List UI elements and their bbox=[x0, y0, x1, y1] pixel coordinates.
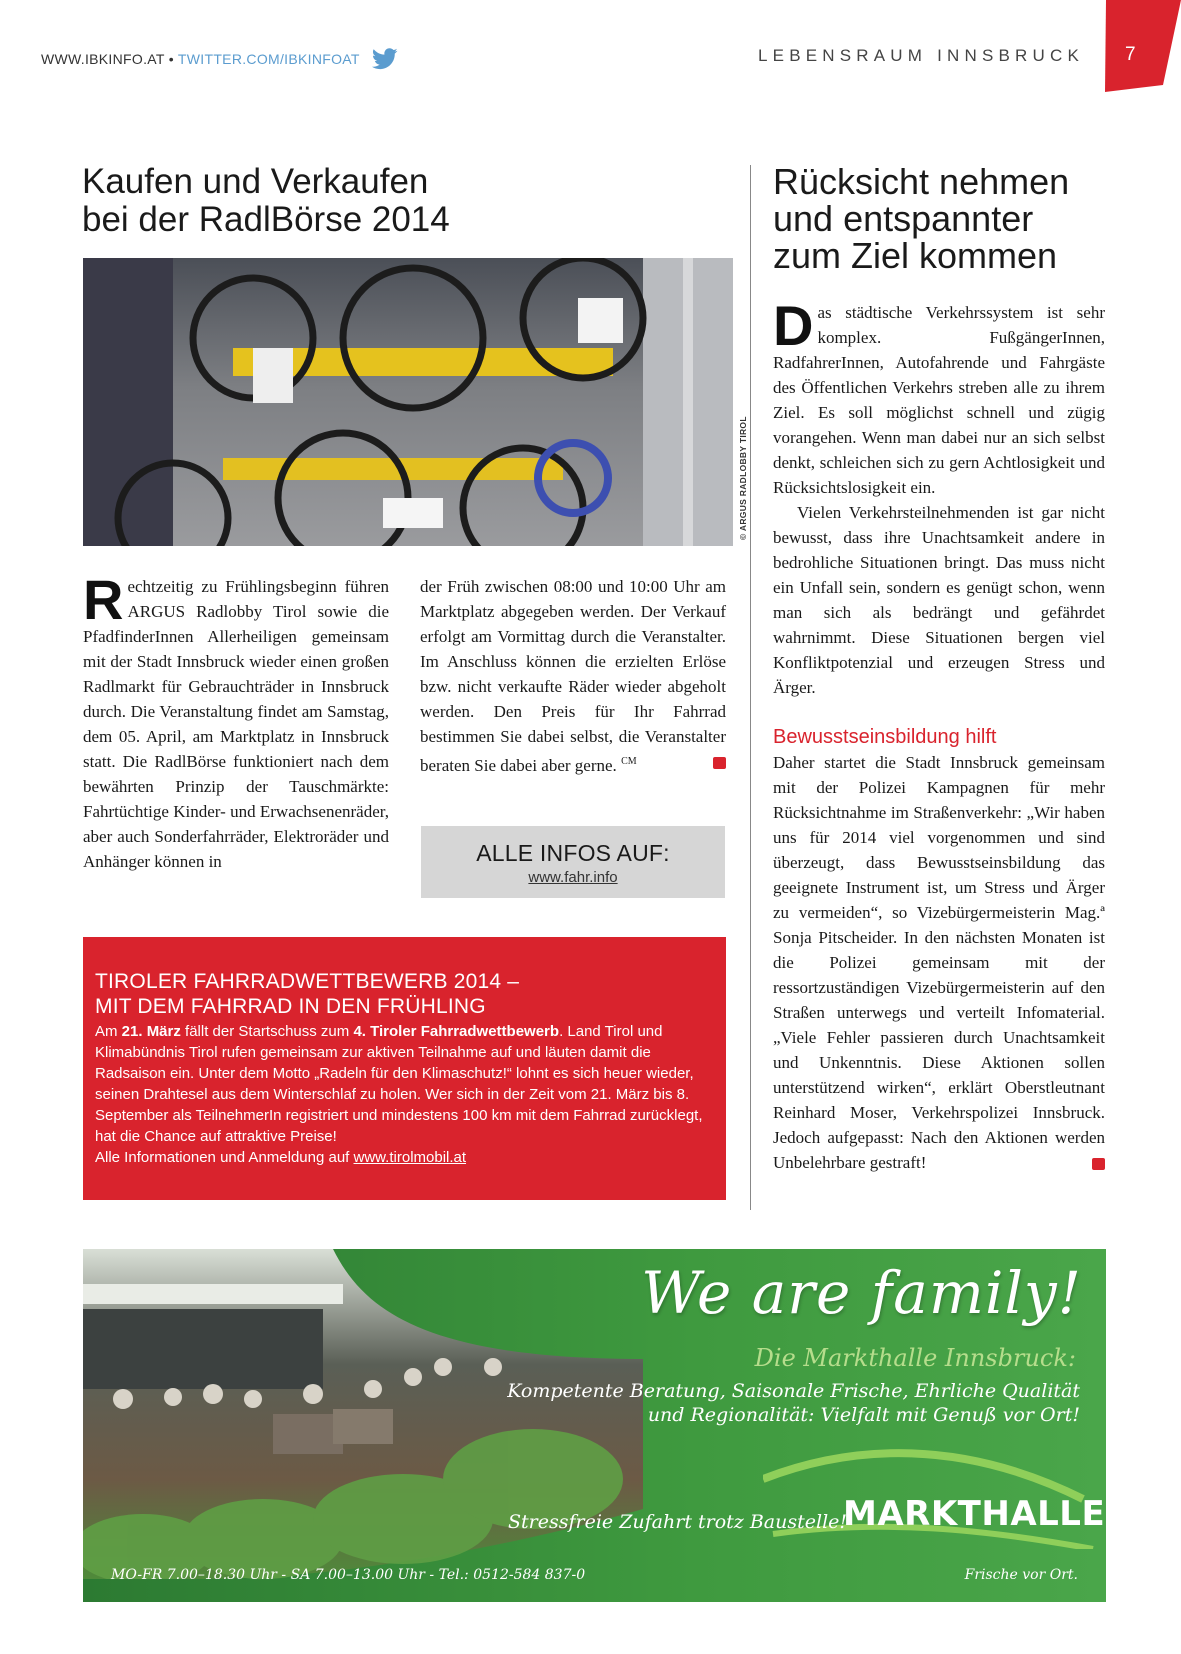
bicycles-photo bbox=[83, 258, 733, 546]
bicycles-illustration bbox=[83, 258, 733, 546]
info-link[interactable]: www.fahr.info bbox=[528, 869, 618, 886]
left-article-title bbox=[82, 163, 450, 239]
left-article-column-2 bbox=[420, 574, 726, 778]
header-links bbox=[41, 48, 398, 70]
markthalle-logo: MARKTHALLE bbox=[843, 1494, 1106, 1534]
paragraph: echtzeitig zu Frühlingsbeginn führen ARGUS Radlobby Tirol sowie die PfadfinderInnen Allerheiligen gemeinsam mit der Stadt Innsbruck wieder einen großen Radlmarkt für Gebrauchträder in Innsbruck durch. Die Veranstaltung findet am Samstag, dem 05. April, am Marktplatz in Innsbruck statt. Die RadlBörse funktioniert nach dem bewährten Prinzip der Tauschmärkte: Fahrtüchtige Kinder- und Erwachsenenräder, aber auch Sonderfahrräder, Elektroräder und Anhänger können in bbox=[83, 577, 389, 871]
tirolmobil-link[interactable]: www.tirolmobil.at bbox=[353, 1149, 467, 1166]
paragraph: Vielen Verkehrsteilnehmenden ist gar nicht bewusst, dass ihre Unachtsamkeit andere in bedrohliche Situationen bringt. Das muss nicht ein Unfall sein, sondern es genügt schon, wenn man sich als bedrängt und gefährdet wahrnimmt. Diese Situationen bergen viel Konfliktpotenzial und erzeugen Stress und Ärger. bbox=[773, 503, 1105, 697]
end-mark-icon bbox=[1092, 1158, 1105, 1170]
column-divider bbox=[750, 165, 751, 1210]
page-number: 7 bbox=[1125, 44, 1136, 65]
site-url[interactable]: WWW.IBKINFO.AT bbox=[41, 51, 165, 67]
right-article-body bbox=[773, 294, 1105, 700]
page-tab-shape bbox=[1100, 0, 1181, 92]
drop-cap: R bbox=[83, 568, 124, 631]
box-title: TIROLER FAHRRADWETTBEWERB 2014 – MIT DEM FAHRRAD IN DEN FRÜHLING bbox=[95, 970, 520, 1018]
twitter-bird-icon[interactable] bbox=[372, 48, 398, 70]
title-line: Kaufen und Verkaufen bbox=[82, 162, 429, 201]
markthalle-advertisement[interactable] bbox=[83, 1249, 1106, 1602]
author-initials: CM bbox=[621, 756, 637, 767]
separator: • bbox=[168, 51, 174, 67]
right-article-body-2 bbox=[773, 750, 1105, 1175]
bike-contest-box bbox=[83, 937, 726, 1200]
right-article-title: Rücksicht nehmen und entspannter zum Ziel kommen bbox=[773, 161, 1070, 276]
section-title: LEBENSRAUM INNSBRUCK bbox=[758, 46, 1084, 65]
info-box-title: ALLE INFOS AUF: bbox=[476, 840, 670, 866]
left-article-column-1 bbox=[83, 568, 389, 874]
paragraph: as städtische Verkehrssystem ist sehr komplex. FußgängerInnen, RadfahrerInnen, Autofahrende und Fahrgäste des Öffentlichen Verkehrs streben alle zu ihrem Ziel. Es soll möglichst schnell und zügig vorangehen. Wenn man dabei nur an sich selbst denkt, schleichen sich zu gern Achtlosigkeit und Rücksichtslosigkeit ein. bbox=[773, 303, 1105, 497]
paragraph: Daher startet die Stadt Innsbruck gemeinsam mit der Polizei Kampagnen für mehr Rücksichtnahme im Straßenverkehr: „Wir haben uns für 2014 viel vorgenommen und sind überzeugt, dass Bewusstseinsbildung das geeignete Instrument ist, um Stress und Ärger zu vermeiden“, so Vizebürgermeisterin Mag.ª Sonja Pitscheider. In den nächsten Monaten ist die Polizei gemeinsam mit der ressortzuständigen Vizebürgermeisterin auf den Straßen unterwegs und verteilt Infomaterial. „Viele Fehler passieren durch Unachtsamkeit und Unkenntnis. Diese Aktionen sollen unterstützend wirken“, erklärt Oberstleutnant Reinhard Moser, Verkehrspolizei Innsbruck. Jedoch aufgepasst: Nach den Aktionen werden Unbelehrbare gestraft! bbox=[773, 753, 1105, 1172]
title-line: bei der RadlBörse 2014 bbox=[82, 200, 450, 239]
ad-slogan: Frische vor Ort. bbox=[964, 1567, 1078, 1583]
info-box bbox=[421, 826, 725, 898]
paragraph: der Früh zwischen 08:00 und 10:00 Uhr am Marktplatz abgegeben werden. Der Verkauf erfolgt am Vormittag durch die Veranstalter. Im Anschluss können die erzielten Erlöse bzw. nicht verkaufte Räder wieder abgeholt werden. Den Preis für Ihr Fahrrad bestimmen Sie dabei selbst, die Veranstalter beraten Sie dabei aber gerne. bbox=[420, 577, 726, 775]
drop-cap: D bbox=[773, 294, 814, 357]
opening-hours: MO-FR 7.00–18.30 Uhr - SA 7.00–13.00 Uhr - Tel.: 0512-584 837-0 bbox=[111, 1567, 586, 1583]
photo-credit: © ARGUS RADLOBBY TIROL bbox=[738, 416, 748, 540]
ad-subheadline: Die Markthalle Innsbruck: bbox=[754, 1344, 1076, 1372]
box-body: Am 21. März fällt der Startschuss zum 4. Tiroler Fahrradwettbewerb. Land Tirol und Klimabündnis Tirol rufen gemeinsam zur aktiven Teilnahme auf und läuten damit die Radsaison ein. Unter dem Motto „Radeln für den Klimaschutz!“ lohnt es sich heuer wieder, seinen Drahtesel aus dem Winterschlaf zu holen. Wer sich in der Zeit vom 21. März bis 8. September als TeilnehmerIn registriert und mindestens 100 km mit dem Fahrrad zurücklegt, hat die Chance auf attraktive Preise! Alle Informationen und Anmeldung auf www.tirolmobil.at bbox=[95, 1023, 703, 1166]
ad-access-note: Stressfreie Zufahrt trotz Baustelle! bbox=[508, 1511, 848, 1533]
subheading: Bewusstseinsbildung hilft bbox=[773, 726, 997, 748]
end-mark-icon bbox=[713, 757, 726, 769]
twitter-link[interactable]: TWITTER.COM/IBKINFOAT bbox=[177, 51, 360, 67]
ad-headline: We are family! bbox=[641, 1259, 1082, 1327]
ad-tagline: Kompetente Beratung, Saisonale Frische, Ehrliche Qualität und Regionalität: Vielfalt mit Genuß vor Ort! bbox=[507, 1380, 1080, 1426]
